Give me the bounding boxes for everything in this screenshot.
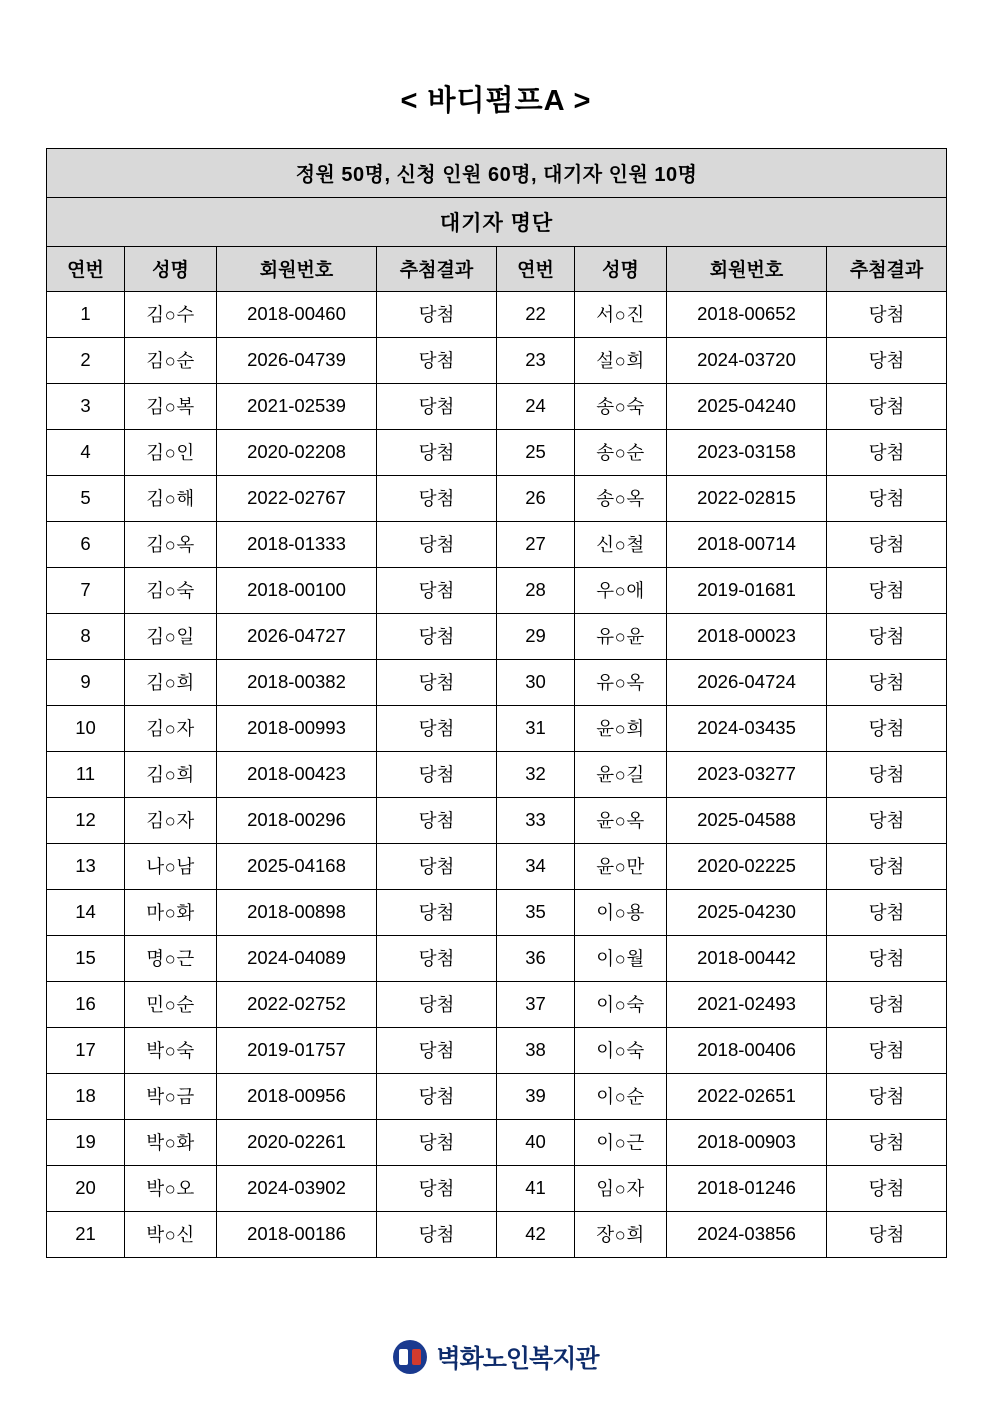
row-name-left: 김○희 — [125, 751, 217, 797]
row-member-right: 2025-04588 — [667, 797, 827, 843]
roster-table-body — [47, 148, 947, 1257]
row-result-right: 당첨 — [827, 429, 947, 475]
table-row — [47, 797, 947, 843]
row-member-left: 2024-04089 — [217, 935, 377, 981]
row-name-left: 김○희 — [125, 659, 217, 705]
row-no-right: 29 — [497, 613, 575, 659]
row-no-left: 2 — [47, 337, 125, 383]
row-no-right: 23 — [497, 337, 575, 383]
row-result-right: 당첨 — [827, 751, 947, 797]
row-name-left: 박○신 — [125, 1211, 217, 1257]
row-member-left: 2018-00898 — [217, 889, 377, 935]
row-no-left: 16 — [47, 981, 125, 1027]
row-result-left: 당첨 — [377, 1027, 497, 1073]
row-name-right: 임○자 — [575, 1165, 667, 1211]
row-no-left: 20 — [47, 1165, 125, 1211]
row-no-left: 1 — [47, 291, 125, 337]
row-name-right: 우○애 — [575, 567, 667, 613]
row-result-left: 당첨 — [377, 797, 497, 843]
row-result-left: 당첨 — [377, 475, 497, 521]
column-header-result-right: 추첨결과 — [827, 246, 947, 291]
row-member-right: 2021-02493 — [667, 981, 827, 1027]
row-member-left: 2018-00956 — [217, 1073, 377, 1119]
row-name-right: 윤○희 — [575, 705, 667, 751]
row-no-left: 13 — [47, 843, 125, 889]
row-no-right: 31 — [497, 705, 575, 751]
row-member-left: 2018-00186 — [217, 1211, 377, 1257]
row-member-right: 2025-04240 — [667, 383, 827, 429]
row-no-left: 10 — [47, 705, 125, 751]
row-no-left: 5 — [47, 475, 125, 521]
row-result-left: 당첨 — [377, 429, 497, 475]
row-name-right: 윤○길 — [575, 751, 667, 797]
table-row — [47, 843, 947, 889]
table-header-row — [47, 246, 947, 291]
roster-table-wrapper — [46, 148, 946, 1258]
row-no-right: 22 — [497, 291, 575, 337]
row-name-left: 나○남 — [125, 843, 217, 889]
row-name-right: 설○희 — [575, 337, 667, 383]
row-no-right: 41 — [497, 1165, 575, 1211]
row-result-right: 당첨 — [827, 521, 947, 567]
row-no-left: 8 — [47, 613, 125, 659]
row-no-left: 21 — [47, 1211, 125, 1257]
row-result-right: 당첨 — [827, 567, 947, 613]
row-member-right: 2023-03158 — [667, 429, 827, 475]
row-name-right: 송○숙 — [575, 383, 667, 429]
row-name-right: 이○숙 — [575, 1027, 667, 1073]
row-no-left: 12 — [47, 797, 125, 843]
row-name-left: 김○해 — [125, 475, 217, 521]
row-result-right: 당첨 — [827, 291, 947, 337]
row-no-left: 14 — [47, 889, 125, 935]
row-no-right: 34 — [497, 843, 575, 889]
row-member-right: 2024-03720 — [667, 337, 827, 383]
row-name-left: 박○숙 — [125, 1027, 217, 1073]
row-name-left: 김○숙 — [125, 567, 217, 613]
row-name-right: 송○순 — [575, 429, 667, 475]
row-member-right: 2018-00652 — [667, 291, 827, 337]
row-no-left: 17 — [47, 1027, 125, 1073]
row-name-right: 송○옥 — [575, 475, 667, 521]
row-no-left: 3 — [47, 383, 125, 429]
table-row — [47, 337, 947, 383]
row-member-right: 2018-00714 — [667, 521, 827, 567]
row-name-right: 장○희 — [575, 1211, 667, 1257]
column-header-result-left: 추첨결과 — [377, 246, 497, 291]
row-member-right: 2018-01246 — [667, 1165, 827, 1211]
row-result-left: 당첨 — [377, 613, 497, 659]
row-member-left: 2020-02261 — [217, 1119, 377, 1165]
row-no-right: 39 — [497, 1073, 575, 1119]
column-header-name-left: 성명 — [125, 246, 217, 291]
table-row — [47, 981, 947, 1027]
row-member-left: 2020-02208 — [217, 429, 377, 475]
row-result-right: 당첨 — [827, 797, 947, 843]
row-no-right: 36 — [497, 935, 575, 981]
row-no-left: 11 — [47, 751, 125, 797]
row-result-left: 당첨 — [377, 521, 497, 567]
row-no-left: 18 — [47, 1073, 125, 1119]
row-member-right: 2018-00903 — [667, 1119, 827, 1165]
row-name-left: 김○자 — [125, 705, 217, 751]
row-no-right: 30 — [497, 659, 575, 705]
row-result-right: 당첨 — [827, 935, 947, 981]
row-member-left: 2018-00296 — [217, 797, 377, 843]
row-member-left: 2025-04168 — [217, 843, 377, 889]
table-row — [47, 567, 947, 613]
table-row — [47, 705, 947, 751]
row-name-left: 김○순 — [125, 337, 217, 383]
row-member-right: 2024-03435 — [667, 705, 827, 751]
row-name-left: 김○인 — [125, 429, 217, 475]
row-member-right: 2024-03856 — [667, 1211, 827, 1257]
summary-cell: 정원 50명, 신청 인원 60명, 대기자 인원 10명 — [47, 148, 947, 197]
row-result-right: 당첨 — [827, 337, 947, 383]
row-member-left: 2018-00460 — [217, 291, 377, 337]
row-result-right: 당첨 — [827, 613, 947, 659]
subtitle-row — [47, 197, 947, 246]
row-member-left: 2026-04739 — [217, 337, 377, 383]
row-result-right: 당첨 — [827, 705, 947, 751]
row-name-right: 이○숙 — [575, 981, 667, 1027]
row-result-right: 당첨 — [827, 475, 947, 521]
row-name-left: 김○옥 — [125, 521, 217, 567]
row-member-right: 2018-00406 — [667, 1027, 827, 1073]
table-row — [47, 751, 947, 797]
row-member-left: 2018-00993 — [217, 705, 377, 751]
table-row — [47, 1073, 947, 1119]
row-result-left: 당첨 — [377, 935, 497, 981]
row-result-right: 당첨 — [827, 1073, 947, 1119]
table-row — [47, 935, 947, 981]
column-header-name-right: 성명 — [575, 246, 667, 291]
row-member-right: 2022-02815 — [667, 475, 827, 521]
row-no-right: 38 — [497, 1027, 575, 1073]
row-result-right: 당첨 — [827, 1027, 947, 1073]
row-no-right: 25 — [497, 429, 575, 475]
row-result-right: 당첨 — [827, 383, 947, 429]
column-header-no-right: 연번 — [497, 246, 575, 291]
row-no-left: 6 — [47, 521, 125, 567]
row-name-right: 윤○옥 — [575, 797, 667, 843]
row-name-right: 이○순 — [575, 1073, 667, 1119]
row-no-right: 33 — [497, 797, 575, 843]
row-result-right: 당첨 — [827, 843, 947, 889]
row-no-right: 37 — [497, 981, 575, 1027]
row-result-left: 당첨 — [377, 1211, 497, 1257]
row-no-left: 4 — [47, 429, 125, 475]
subtitle-cell: 대기자 명단 — [47, 197, 947, 246]
row-no-left: 19 — [47, 1119, 125, 1165]
row-no-left: 15 — [47, 935, 125, 981]
row-result-right: 당첨 — [827, 981, 947, 1027]
table-row — [47, 889, 947, 935]
logo-text: 벽화노인복지관 — [436, 1344, 599, 1373]
table-row — [47, 659, 947, 705]
row-no-right: 32 — [497, 751, 575, 797]
row-member-left: 2018-00423 — [217, 751, 377, 797]
row-member-right: 2018-00023 — [667, 613, 827, 659]
row-no-right: 42 — [497, 1211, 575, 1257]
row-result-left: 당첨 — [377, 843, 497, 889]
row-result-left: 당첨 — [377, 751, 497, 797]
row-no-right: 40 — [497, 1119, 575, 1165]
row-member-left: 2024-03902 — [217, 1165, 377, 1211]
table-row — [47, 521, 947, 567]
table-row — [47, 291, 947, 337]
row-no-left: 7 — [47, 567, 125, 613]
row-name-right: 이○용 — [575, 889, 667, 935]
row-result-left: 당첨 — [377, 1119, 497, 1165]
row-name-left: 박○금 — [125, 1073, 217, 1119]
row-result-left: 당첨 — [377, 981, 497, 1027]
row-result-right: 당첨 — [827, 1119, 947, 1165]
row-name-left: 김○수 — [125, 291, 217, 337]
organization-logo — [393, 1339, 598, 1375]
row-name-right: 윤○만 — [575, 843, 667, 889]
row-member-right: 2025-04230 — [667, 889, 827, 935]
row-no-left: 9 — [47, 659, 125, 705]
row-member-right: 2018-00442 — [667, 935, 827, 981]
row-name-left: 박○오 — [125, 1165, 217, 1211]
page-title: < 바디펌프A > — [400, 85, 592, 117]
page-footer — [0, 1339, 992, 1375]
row-no-right: 28 — [497, 567, 575, 613]
table-row — [47, 1027, 947, 1073]
row-member-left: 2026-04727 — [217, 613, 377, 659]
row-member-left: 2018-00382 — [217, 659, 377, 705]
column-header-no-left: 연번 — [47, 246, 125, 291]
row-name-left: 김○자 — [125, 797, 217, 843]
row-member-left: 2022-02752 — [217, 981, 377, 1027]
row-result-left: 당첨 — [377, 889, 497, 935]
row-no-right: 24 — [497, 383, 575, 429]
row-result-left: 당첨 — [377, 1165, 497, 1211]
row-member-left: 2018-01333 — [217, 521, 377, 567]
row-no-right: 27 — [497, 521, 575, 567]
row-name-right: 서○진 — [575, 291, 667, 337]
row-member-left: 2019-01757 — [217, 1027, 377, 1073]
row-result-left: 당첨 — [377, 1073, 497, 1119]
logo-icon — [393, 1340, 427, 1374]
row-result-right: 당첨 — [827, 1165, 947, 1211]
row-name-right: 신○철 — [575, 521, 667, 567]
row-result-left: 당첨 — [377, 337, 497, 383]
row-name-right: 이○근 — [575, 1119, 667, 1165]
table-row — [47, 1165, 947, 1211]
table-row — [47, 429, 947, 475]
row-result-right: 당첨 — [827, 1211, 947, 1257]
summary-row — [47, 148, 947, 197]
row-member-left: 2022-02767 — [217, 475, 377, 521]
row-member-left: 2018-00100 — [217, 567, 377, 613]
row-name-right: 유○옥 — [575, 659, 667, 705]
row-member-right: 2023-03277 — [667, 751, 827, 797]
row-member-right: 2020-02225 — [667, 843, 827, 889]
row-name-left: 김○일 — [125, 613, 217, 659]
table-row — [47, 383, 947, 429]
row-member-left: 2021-02539 — [217, 383, 377, 429]
row-result-left: 당첨 — [377, 705, 497, 751]
row-member-right: 2026-04724 — [667, 659, 827, 705]
row-member-right: 2019-01681 — [667, 567, 827, 613]
row-result-left: 당첨 — [377, 291, 497, 337]
row-result-left: 당첨 — [377, 567, 497, 613]
row-result-right: 당첨 — [827, 889, 947, 935]
row-result-right: 당첨 — [827, 659, 947, 705]
table-row — [47, 475, 947, 521]
row-name-left: 명○근 — [125, 935, 217, 981]
row-name-left: 김○복 — [125, 383, 217, 429]
table-row — [47, 1119, 947, 1165]
table-row — [47, 1211, 947, 1257]
roster-table — [46, 148, 947, 1258]
row-name-left: 민○순 — [125, 981, 217, 1027]
row-result-left: 당첨 — [377, 383, 497, 429]
row-no-right: 35 — [497, 889, 575, 935]
table-row — [47, 613, 947, 659]
row-name-right: 유○윤 — [575, 613, 667, 659]
row-name-left: 마○화 — [125, 889, 217, 935]
column-header-member-left: 회원번호 — [217, 246, 377, 291]
row-result-left: 당첨 — [377, 659, 497, 705]
row-name-left: 박○화 — [125, 1119, 217, 1165]
column-header-member-right: 회원번호 — [667, 246, 827, 291]
row-no-right: 26 — [497, 475, 575, 521]
row-member-right: 2022-02651 — [667, 1073, 827, 1119]
row-name-right: 이○월 — [575, 935, 667, 981]
